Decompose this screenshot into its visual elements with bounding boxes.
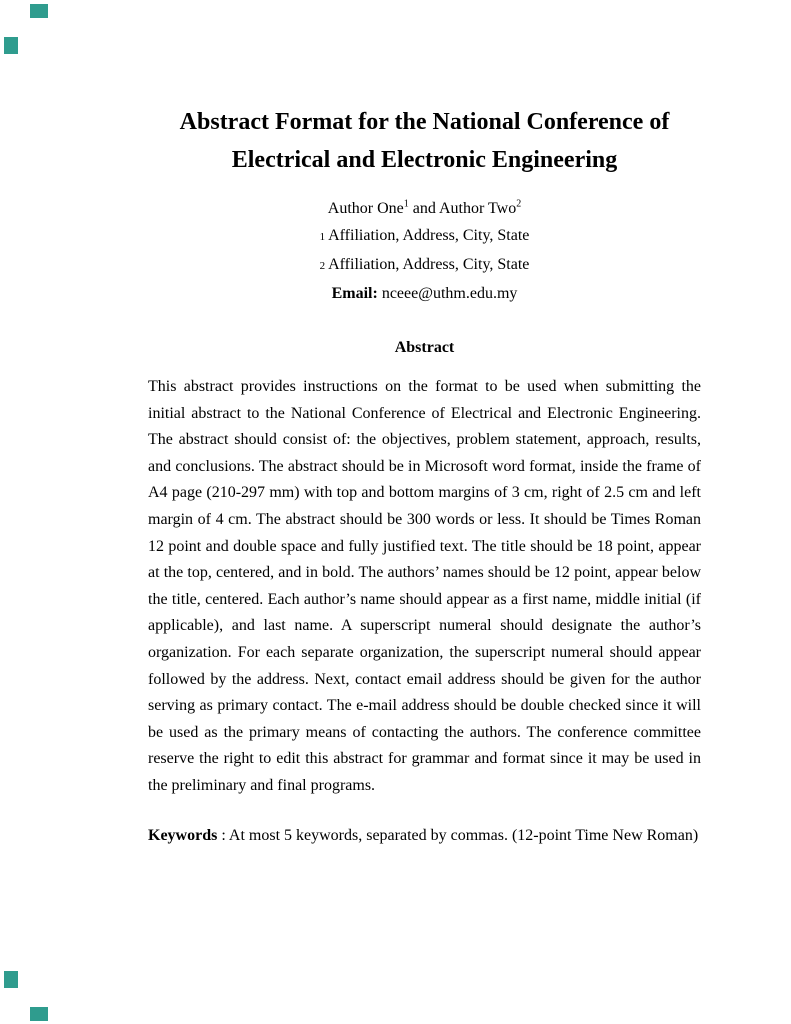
- affiliation-line-2: [148, 251, 701, 280]
- abstract-heading: Abstract: [394, 339, 455, 356]
- author-one-name: Author One: [327, 200, 404, 217]
- email-value: nceee@uthm.edu.my: [377, 285, 518, 302]
- corner-marker-bottom-left-b: [30, 1007, 48, 1021]
- author-one-superscript: 1: [403, 198, 409, 210]
- author-block: [148, 195, 701, 307]
- page-title: [148, 103, 701, 179]
- affiliation-1-text: Affiliation, Address, City, State: [328, 227, 530, 244]
- keywords-text: : At most 5 keywords, separated by commas. (12-point Time New Roman): [217, 826, 699, 844]
- document-content: [148, 103, 701, 849]
- email-label: Email:: [331, 285, 378, 302]
- title-line-1: Abstract Format for the National Conference of: [179, 109, 670, 135]
- affiliation-line-1: [148, 222, 701, 251]
- authors-line: [148, 195, 701, 222]
- corner-marker-top-left-a: [30, 4, 48, 18]
- keywords-label: Keywords: [148, 826, 218, 844]
- email-line: [148, 280, 701, 307]
- corner-marker-bottom-left-a: [4, 971, 18, 988]
- author-two-name: Author Two: [438, 200, 517, 217]
- affiliation-1-marker: 1: [319, 231, 326, 243]
- authors-connector: and: [408, 200, 439, 217]
- keywords-line: [148, 823, 701, 849]
- abstract-body: This abstract provides instructions on the format to be used when submitting the initial abstract to the National Conference of Electrical and Electronic Engineering. The abstract should consist of: the objectives, problem statement, approach, results, and conclusions. The abstract should be in Microsoft word format, inside the frame of A4 page (210-297 mm) with top and bottom margins of 3 cm, right of 2.5 cm and left margin of 4 cm. The abstract should be 300 words or less. It should be Times Roman 12 point and double space and fully justified text. The title should be 18 point, appear at the top, centered, and in bold. The authors’ names should be 12 point, appear below the title, centered. Each author’s name should appear as a first name, middle initial (if applicable), and last name. A superscript numeral should designate the author’s organization. For each separate organization, the superscript numeral should appear followed by the address. Next, contact email address should be given for the author serving as primary contact. The e-mail address should be double checked since it will be used as the primary means of contacting the authors. The conference committee reserve the right to edit this abstract for grammar and format since it may be used in the preliminary and final programs.: [148, 378, 701, 794]
- affiliation-2-text: Affiliation, Address, City, State: [328, 256, 530, 273]
- corner-marker-top-left-b: [4, 37, 18, 54]
- title-line-2: Electrical and Electronic Engineering: [231, 147, 618, 173]
- author-two-superscript: 2: [516, 198, 522, 210]
- affiliation-2-marker: 2: [319, 260, 326, 272]
